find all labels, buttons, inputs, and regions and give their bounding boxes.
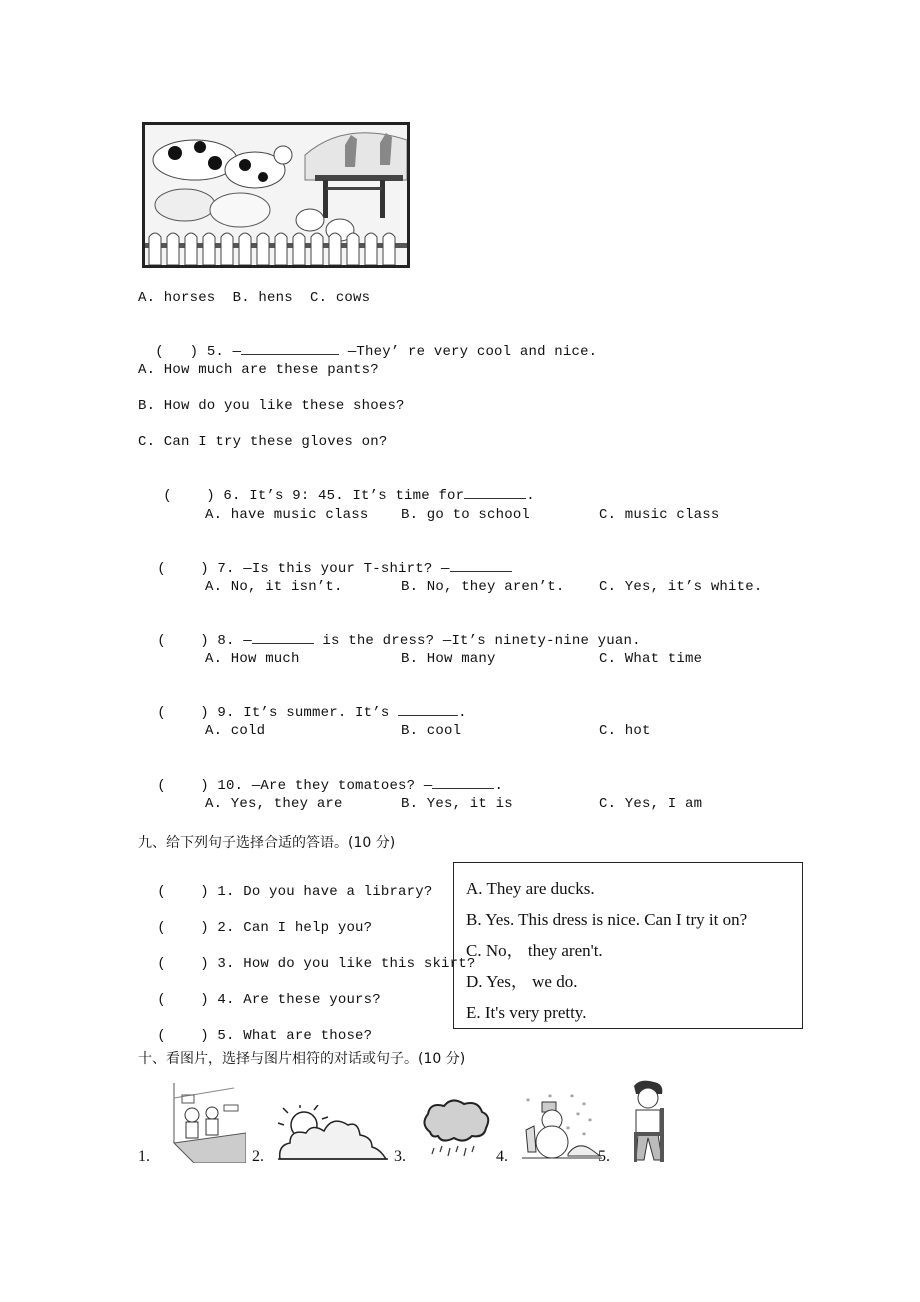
answer-paren[interactable]: ( ) [157,956,209,972]
farm-scene-icon [145,125,407,265]
answer-paren[interactable]: ( ) [157,778,209,794]
section-10-title: 十、看图片，选择与图片相符的对话或句子。(10 分) [138,1051,466,1067]
answer-b: B. Yes. This dress is nice. Can I try it on? [466,910,748,929]
answer-paren[interactable]: ( ) [157,1028,209,1044]
question-stem: 10. —Are they tomatoes? — [217,778,433,794]
q9-option-a: A. cold [205,723,266,739]
farm-animals-picture [142,122,410,268]
q10-option-a: A. Yes, they are [205,796,343,812]
question-text: 2. Can I help you? [217,920,373,936]
q5-option-a: A. How much are these pants? [138,362,379,378]
picture-5-number: 5. [598,1148,610,1165]
hot-sweating-boy-icon [626,1080,672,1164]
question-stem-suffix: is the dress? —It’s ninety-nine yuan. [313,633,641,649]
snowman-icon [522,1094,602,1162]
period: . [458,705,467,721]
answer-paren[interactable]: ( ) [157,633,209,649]
q6-option-b: B. go to school [401,507,531,523]
answer-blank[interactable] [450,559,512,572]
question-text: 4. Are these yours? [217,992,381,1008]
q7-option-b: B. No, they aren’t. [401,579,565,595]
answer-paren[interactable]: ( ) [157,884,209,900]
sun-behind-cloud-icon [276,1105,388,1163]
answer-c: C. No， they aren't. [466,941,603,960]
question-10 [140,760,503,794]
rain-cloud-icon [420,1098,492,1162]
answer-paren[interactable]: ( ) [157,920,209,936]
question-text: 3. How do you like this skirt? [217,956,476,972]
question-stem-suffix: —They’ re very cool and nice. [339,344,598,360]
svg-text:*: * [526,1097,530,1106]
answer-e: E. It's very pretty. [466,1003,587,1022]
question-8 [140,615,641,649]
question-stem: 7. —Is this your T-shirt? — [217,561,450,577]
section-9-title: 九、给下列句子选择合适的答语。(10 分) [138,835,396,851]
answer-d: D. Yes， we do. [466,972,578,991]
question-7 [140,543,512,577]
svg-text:*: * [548,1094,552,1102]
picture-3-number: 3. [394,1148,406,1165]
s9-question-2 [140,904,372,936]
answer-choices-box [453,862,803,1029]
svg-text:*: * [576,1111,580,1120]
picture-4 [522,1094,602,1167]
q9-option-b: B. cool [401,723,462,739]
answer-blank[interactable] [398,703,458,716]
question-text: 1. Do you have a library? [217,884,433,900]
picture-3 [420,1098,492,1167]
answer-blank[interactable] [252,631,314,644]
q8-option-c: C. What time [599,651,703,667]
question-stem: 9. It’s summer. It’s [217,705,399,721]
q7-option-c: C. Yes, it’s white. [599,579,763,595]
q7-option-a: A. No, it isn’t. [205,579,343,595]
question-stem: 6. It’s 9: 45. It’s time for [223,488,465,504]
question-6 [146,470,535,504]
svg-text:*: * [588,1117,592,1126]
question-stem-prefix: 5. — [206,344,242,360]
q8-option-a: A. How much [205,651,300,667]
answer-paren[interactable]: ( ) [157,561,209,577]
s9-question-1 [140,868,432,900]
question-9 [140,687,467,721]
answer-blank[interactable] [432,776,494,789]
answer-paren[interactable]: ( ) [155,344,199,360]
q10-option-c: C. Yes, I am [599,796,703,812]
answer-paren[interactable]: ( ) [163,488,215,504]
picture-1-number: 1. [138,1148,150,1165]
answer-a: A. They are ducks. [466,879,595,898]
picture-2-number: 2. [252,1148,264,1165]
q10-option-b: B. Yes, it is [401,796,513,812]
s9-question-4 [140,976,381,1008]
period: . [494,778,504,794]
picture-2 [276,1105,388,1168]
q5-option-c: C. Can I try these gloves on? [138,434,388,450]
q6-option-a: A. have music class [205,507,369,523]
svg-text:*: * [582,1101,586,1110]
question-text: 5. What are those? [217,1028,373,1044]
q6-option-c: C. music class [599,507,720,523]
children-walking-street-icon [164,1083,246,1163]
picture-5 [626,1080,672,1169]
answer-paren[interactable]: ( ) [157,992,209,1008]
question-5 [138,326,597,360]
svg-text:*: * [570,1094,574,1102]
s9-question-5 [140,1012,372,1044]
q9-option-c: C. hot [599,723,651,739]
svg-text:*: * [566,1125,570,1134]
answer-paren[interactable]: ( ) [157,705,209,721]
picture-1 [164,1083,246,1168]
q8-option-b: B. How many [401,651,496,667]
question-stem-prefix: 8. — [217,633,252,649]
answer-blank[interactable] [241,342,339,355]
answer-blank[interactable] [464,486,526,499]
q4-options: A. horses B. hens C. cows [138,290,371,306]
picture-4-number: 4. [496,1148,508,1165]
svg-text:*: * [582,1131,586,1140]
period: . [526,488,535,504]
s9-question-3 [140,940,475,972]
q5-option-b: B. How do you like these shoes? [138,398,405,414]
